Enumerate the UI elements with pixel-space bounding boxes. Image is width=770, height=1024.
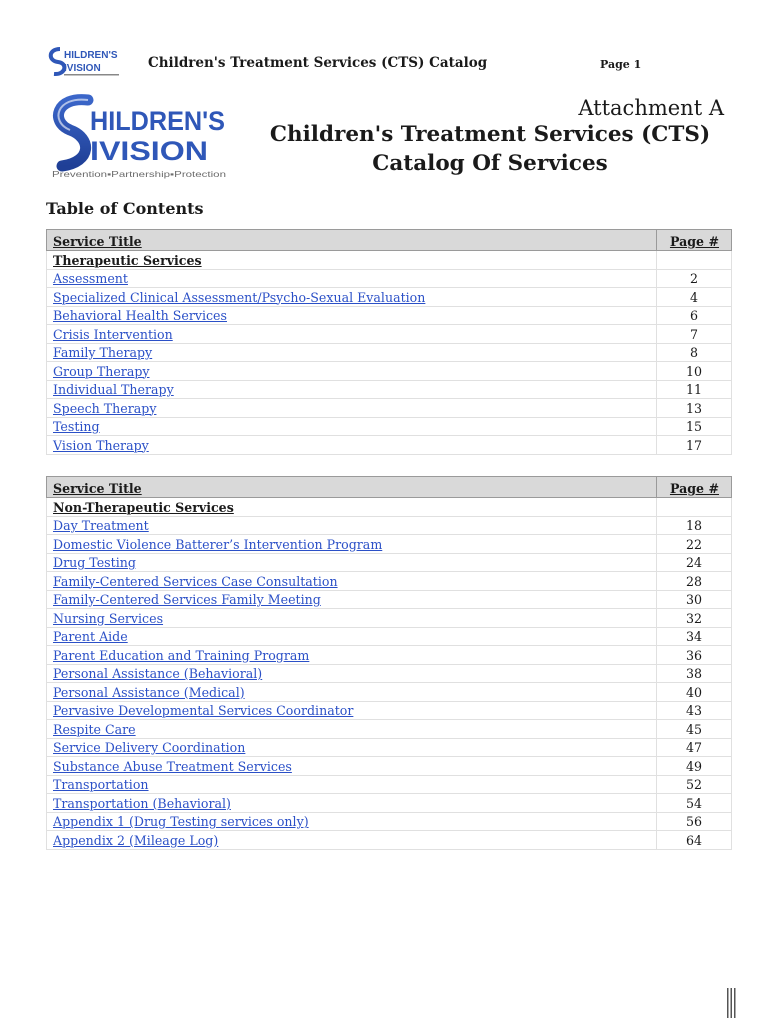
service-link[interactable]: Appendix 2 (Mileage Log) bbox=[53, 832, 219, 848]
page-number: 22 bbox=[657, 535, 732, 554]
document-title-line2: Catalog Of Services bbox=[372, 151, 608, 176]
table-row bbox=[47, 572, 732, 591]
table-row bbox=[47, 288, 732, 307]
service-link[interactable]: Pervasive Developmental Services Coordinator bbox=[53, 703, 354, 718]
service-link[interactable]: Testing bbox=[53, 419, 100, 434]
page-number: 2 bbox=[657, 269, 732, 288]
page-number: 17 bbox=[657, 436, 732, 455]
table-row bbox=[47, 516, 732, 535]
service-title-cell bbox=[47, 436, 657, 455]
service-title-cell bbox=[47, 831, 657, 850]
service-title-cell bbox=[47, 380, 657, 399]
table-row bbox=[47, 812, 732, 831]
page-number: 4 bbox=[657, 288, 732, 307]
column-service-title: Service Title bbox=[47, 230, 657, 251]
service-title-cell bbox=[47, 664, 657, 683]
service-link[interactable]: Parent Education and Training Program bbox=[53, 647, 310, 663]
service-link[interactable]: Respite Care bbox=[53, 721, 136, 737]
table-row bbox=[47, 609, 732, 628]
table-row bbox=[47, 831, 732, 850]
table-row bbox=[47, 775, 732, 794]
service-link[interactable]: Assessment bbox=[53, 271, 128, 286]
service-title-cell bbox=[47, 325, 657, 344]
category-row bbox=[47, 498, 732, 517]
service-link[interactable]: Group Therapy bbox=[53, 363, 150, 379]
table-row bbox=[47, 325, 732, 344]
svg-text:IVISION: IVISION bbox=[90, 136, 208, 166]
service-title-cell bbox=[47, 553, 657, 572]
service-link[interactable]: Specialized Clinical Assessment/Psycho-Sexual Evaluation bbox=[53, 289, 426, 305]
table-row bbox=[47, 417, 732, 436]
page-number: 64 bbox=[657, 831, 732, 850]
service-link[interactable]: Appendix 1 (Drug Testing services only) bbox=[53, 814, 309, 829]
category-page-cell bbox=[657, 251, 732, 270]
page-number: 30 bbox=[657, 590, 732, 609]
page-number: 32 bbox=[657, 609, 732, 628]
page-number: 13 bbox=[657, 399, 732, 418]
service-link[interactable]: Family-Centered Services Family Meeting bbox=[53, 592, 321, 607]
service-link[interactable]: Vision Therapy bbox=[53, 437, 149, 453]
column-page-number: Page # bbox=[657, 477, 732, 498]
table-row bbox=[47, 535, 732, 554]
service-title-cell bbox=[47, 362, 657, 381]
service-title-cell bbox=[47, 417, 657, 436]
childrens-division-logo bbox=[48, 92, 230, 180]
service-title-cell bbox=[47, 535, 657, 554]
page-number: 8 bbox=[657, 343, 732, 362]
table-row bbox=[47, 738, 732, 757]
page-number: 11 bbox=[657, 380, 732, 399]
table-row bbox=[47, 553, 732, 572]
page-number: 36 bbox=[657, 646, 732, 665]
table-row bbox=[47, 627, 732, 646]
table-row bbox=[47, 343, 732, 362]
service-link[interactable]: Family Therapy bbox=[53, 345, 153, 360]
service-title-cell bbox=[47, 720, 657, 739]
page-number: 47 bbox=[657, 738, 732, 757]
service-title-cell bbox=[47, 646, 657, 665]
table-row bbox=[47, 306, 732, 325]
svg-text:IVISION: IVISION bbox=[64, 63, 101, 74]
table-row bbox=[47, 720, 732, 739]
table-row bbox=[47, 683, 732, 702]
category-title: Therapeutic Services bbox=[47, 251, 657, 270]
service-link[interactable]: Personal Assistance (Medical) bbox=[53, 684, 245, 700]
table-row bbox=[47, 757, 732, 776]
service-title-cell bbox=[47, 701, 657, 720]
header-page-number: Page 1 bbox=[600, 58, 642, 71]
page-number: 40 bbox=[657, 683, 732, 702]
category-title: Non-Therapeutic Services bbox=[47, 498, 657, 517]
service-link[interactable]: Transportation (Behavioral) bbox=[53, 795, 231, 811]
page-number: 10 bbox=[657, 362, 732, 381]
page-number: 38 bbox=[657, 664, 732, 683]
toc-heading: Table of Contents bbox=[46, 199, 204, 218]
table-row bbox=[47, 590, 732, 609]
document-title bbox=[250, 120, 730, 178]
service-title-cell bbox=[47, 343, 657, 362]
toc-header-row bbox=[47, 477, 732, 498]
attachment-label: Attachment A bbox=[578, 96, 724, 120]
service-link[interactable]: Crisis Intervention bbox=[53, 326, 173, 342]
column-page-number: Page # bbox=[657, 230, 732, 251]
table-row bbox=[47, 664, 732, 683]
table-row bbox=[47, 362, 732, 381]
page-number: 6 bbox=[657, 306, 732, 325]
page-number: 7 bbox=[657, 325, 732, 344]
header-logo bbox=[46, 43, 122, 79]
table-row bbox=[47, 701, 732, 720]
service-title-cell bbox=[47, 757, 657, 776]
service-title-cell bbox=[47, 812, 657, 831]
svg-text:HILDREN'S: HILDREN'S bbox=[90, 106, 225, 136]
page-number: 45 bbox=[657, 720, 732, 739]
page-number: 34 bbox=[657, 627, 732, 646]
page-number: 52 bbox=[657, 775, 732, 794]
toc-table-non-therapeutic bbox=[46, 476, 732, 850]
service-link[interactable]: Transportation bbox=[53, 777, 149, 792]
service-title-cell bbox=[47, 738, 657, 757]
table-row bbox=[47, 646, 732, 665]
service-link[interactable]: Family-Centered Services Case Consultation bbox=[53, 573, 338, 589]
service-title-cell bbox=[47, 775, 657, 794]
table-row bbox=[47, 436, 732, 455]
page-number: 28 bbox=[657, 572, 732, 591]
service-link[interactable]: Domestic Violence Batterer’s Intervention Program bbox=[53, 536, 383, 552]
page-number: 18 bbox=[657, 516, 732, 535]
service-title-cell bbox=[47, 306, 657, 325]
service-title-cell bbox=[47, 683, 657, 702]
page-number: 49 bbox=[657, 757, 732, 776]
service-link[interactable]: Substance Abuse Treatment Services bbox=[53, 758, 292, 774]
service-link[interactable]: Behavioral Health Services bbox=[53, 308, 227, 323]
column-service-title: Service Title bbox=[47, 477, 657, 498]
service-title-cell bbox=[47, 627, 657, 646]
service-link[interactable]: Day Treatment bbox=[53, 518, 149, 533]
service-link[interactable]: Individual Therapy bbox=[53, 382, 174, 397]
page-number: 15 bbox=[657, 417, 732, 436]
page-corner-mark bbox=[726, 988, 736, 1018]
service-link[interactable]: Speech Therapy bbox=[53, 400, 157, 416]
page-number: 54 bbox=[657, 794, 732, 813]
table-row bbox=[47, 269, 732, 288]
service-link[interactable]: Service Delivery Coordination bbox=[53, 740, 246, 755]
service-link[interactable]: Personal Assistance (Behavioral) bbox=[53, 666, 263, 681]
service-title-cell bbox=[47, 794, 657, 813]
page-number: 43 bbox=[657, 701, 732, 720]
service-title-cell bbox=[47, 399, 657, 418]
service-title-cell bbox=[47, 609, 657, 628]
service-link[interactable]: Drug Testing bbox=[53, 555, 136, 570]
toc-header-row bbox=[47, 230, 732, 251]
service-title-cell bbox=[47, 288, 657, 307]
table-row bbox=[47, 380, 732, 399]
category-page-cell bbox=[657, 498, 732, 517]
service-title-cell bbox=[47, 590, 657, 609]
svg-text:HILDREN'S: HILDREN'S bbox=[64, 50, 118, 61]
page-number: 24 bbox=[657, 553, 732, 572]
page-number: 56 bbox=[657, 812, 732, 831]
service-link[interactable]: Parent Aide bbox=[53, 629, 128, 644]
category-row bbox=[47, 251, 732, 270]
toc-table-therapeutic bbox=[46, 229, 732, 455]
document-title-line1: Children's Treatment Services (CTS) bbox=[269, 122, 711, 147]
service-title-cell bbox=[47, 516, 657, 535]
table-row bbox=[47, 794, 732, 813]
service-link[interactable]: Nursing Services bbox=[53, 610, 164, 626]
table-row bbox=[47, 399, 732, 418]
svg-text:Prevention▪Partnership▪Protect: Prevention▪Partnership▪Protection bbox=[52, 169, 227, 179]
header-title: Children's Treatment Services (CTS) Catalog bbox=[148, 55, 488, 71]
service-title-cell bbox=[47, 572, 657, 591]
service-title-cell bbox=[47, 269, 657, 288]
